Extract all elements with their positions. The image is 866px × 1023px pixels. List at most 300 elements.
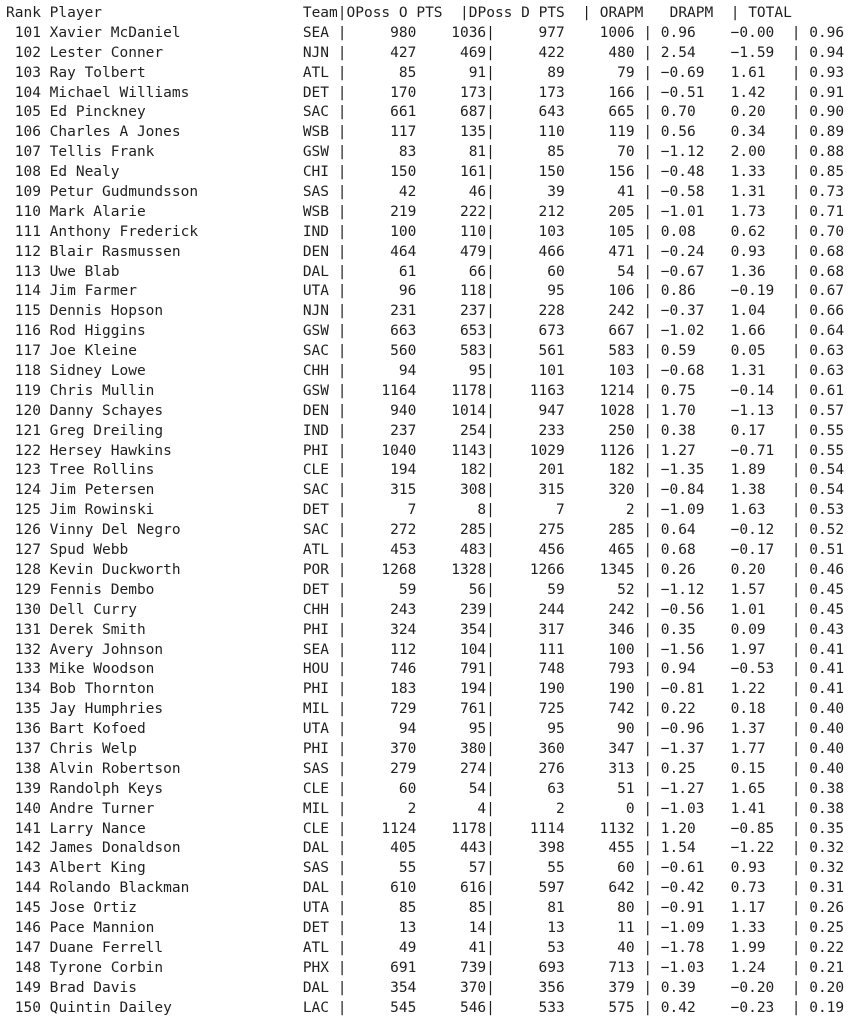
oposs-cell: 1268: [346, 561, 417, 578]
dposs-cell: 13: [494, 919, 565, 936]
dposs-cell: 201: [494, 462, 565, 479]
player-cell: Tyrone Corbin: [49, 959, 303, 976]
dposs-cell: 561: [494, 343, 565, 360]
dpts-cell: 100: [564, 641, 635, 658]
drapm-cell: 1.61: [730, 64, 792, 81]
table-row: 131 Derek Smith PHI | 324 354| 317 346 | 0.35 0.09 | 0.43: [6, 621, 845, 638]
rank-cell: 145: [6, 900, 41, 917]
drapm-cell: 1.97: [730, 641, 792, 658]
team-cell: DAL: [302, 840, 338, 857]
orapm-cell: 0.94: [660, 661, 731, 678]
opts-cell: 66: [416, 263, 487, 280]
orapm-cell: −1.37: [660, 740, 731, 757]
oposs-cell: 85: [346, 900, 417, 917]
table-row: 104 Michael Williams DET | 170 173| 173 166 | −0.51 1.42 | 0.91: [6, 84, 845, 101]
oposs-cell: 610: [346, 880, 417, 897]
dpts-cell: 480: [564, 44, 635, 61]
oposs-cell: 354: [346, 979, 417, 996]
rank-cell: 114: [6, 283, 41, 300]
table-row: 146 Pace Mannion DET | 13 14| 13 11 | −1.09 1.33 | 0.25: [6, 919, 845, 936]
drapm-cell: −1.13: [730, 402, 792, 419]
rank-cell: 138: [6, 760, 41, 777]
team-cell: POR: [302, 561, 338, 578]
drapm-cell: −1.59: [730, 44, 792, 61]
oposs-cell: 183: [346, 681, 417, 698]
opts-cell: 194: [416, 681, 487, 698]
opts-cell: 41: [416, 939, 487, 956]
dposs-cell: 103: [494, 223, 565, 240]
team-cell: ATL: [302, 939, 338, 956]
rank-cell: 132: [6, 641, 41, 658]
opts-cell: 739: [416, 959, 487, 976]
total-cell: 0.73: [809, 184, 845, 201]
opts-cell: 14: [416, 919, 487, 936]
dpts-cell: 583: [564, 343, 635, 360]
dposs-cell: 173: [494, 84, 565, 101]
rank-cell: 133: [6, 661, 41, 678]
rank-cell: 119: [6, 382, 41, 399]
dpts-cell: 54: [564, 263, 635, 280]
opts-cell: 653: [416, 323, 487, 340]
opts-cell: 1178: [416, 382, 487, 399]
oposs-cell: 427: [346, 44, 417, 61]
player-cell: Ed Nealy: [49, 164, 303, 181]
total-cell: 0.96: [809, 24, 845, 41]
oposs-cell: 100: [346, 223, 417, 240]
orapm-cell: 1.54: [660, 840, 731, 857]
oposs-cell: 272: [346, 522, 417, 539]
dposs-cell: 360: [494, 740, 565, 757]
dpts-cell: 575: [564, 999, 635, 1016]
player-cell: Chris Welp: [49, 740, 303, 757]
dposs-cell: 2: [494, 800, 565, 817]
oposs-cell: 940: [346, 402, 417, 419]
player-cell: Greg Dreiling: [49, 422, 303, 439]
dposs-cell: 110: [494, 124, 565, 141]
orapm-cell: 1.27: [660, 442, 731, 459]
drapm-cell: 1.37: [730, 721, 792, 738]
table-row: 103 Ray Tolbert ATL | 85 91| 89 79 | −0.69 1.61 | 0.93: [6, 64, 845, 81]
team-cell: SAC: [302, 104, 338, 121]
drapm-cell: 0.09: [730, 621, 792, 638]
team-cell: CLE: [302, 780, 338, 797]
drapm-cell: 0.05: [730, 343, 792, 360]
total-cell: 0.71: [809, 203, 845, 220]
rank-cell: 148: [6, 959, 41, 976]
drapm-cell: −0.85: [730, 820, 792, 837]
table-row: 101 Xavier McDaniel SEA | 980 1036| 977 1006 | 0.96 −0.00 | 0.96: [6, 24, 845, 41]
player-cell: Fennis Dembo: [49, 581, 303, 598]
table-row: 125 Jim Rowinski DET | 7 8| 7 2 | −1.09 1.63 | 0.53: [6, 502, 845, 519]
table-row: 129 Fennis Dembo DET | 59 56| 59 52 | −1.12 1.57 | 0.45: [6, 581, 845, 598]
drapm-cell: 1.77: [730, 740, 792, 757]
drapm-cell: 1.17: [730, 900, 792, 917]
team-cell: CLE: [302, 820, 338, 837]
orapm-cell: −1.03: [660, 959, 731, 976]
rank-cell: 144: [6, 880, 41, 897]
player-cell: Andre Turner: [49, 800, 303, 817]
dpts-cell: 665: [564, 104, 635, 121]
table-row: 108 Ed Nealy CHI | 150 161| 150 156 | −0.48 1.33 | 0.85: [6, 164, 845, 181]
team-cell: SAC: [302, 482, 338, 499]
orapm-cell: 0.22: [660, 701, 731, 718]
total-cell: 0.63: [809, 363, 845, 380]
player-cell: Rolando Blackman: [49, 880, 303, 897]
dposs-cell: 977: [494, 24, 565, 41]
team-cell: ATL: [302, 542, 338, 559]
total-cell: 0.41: [809, 681, 845, 698]
total-cell: 0.21: [809, 959, 845, 976]
orapm-cell: −1.56: [660, 641, 731, 658]
orapm-cell: −1.09: [660, 502, 731, 519]
rank-cell: 123: [6, 462, 41, 479]
oposs-cell: 150: [346, 164, 417, 181]
player-cell: Pace Mannion: [49, 919, 303, 936]
orapm-cell: −1.35: [660, 462, 731, 479]
team-cell: PHI: [302, 442, 338, 459]
opts-cell: 761: [416, 701, 487, 718]
rank-cell: 102: [6, 44, 41, 61]
drapm-cell: 0.15: [730, 760, 792, 777]
dpts-cell: 106: [564, 283, 635, 300]
drapm-cell: 1.36: [730, 263, 792, 280]
team-cell: PHI: [302, 621, 338, 638]
total-cell: 0.91: [809, 84, 845, 101]
player-cell: Sidney Lowe: [49, 363, 303, 380]
oposs-cell: 279: [346, 760, 417, 777]
team-cell: CHH: [302, 601, 338, 618]
dpts-cell: 242: [564, 303, 635, 320]
team-cell: DEN: [302, 402, 338, 419]
drapm-cell: 0.93: [730, 243, 792, 260]
opts-cell: 380: [416, 740, 487, 757]
dpts-cell: 205: [564, 203, 635, 220]
total-cell: 0.55: [809, 422, 845, 439]
player-cell: Larry Nance: [49, 820, 303, 837]
drapm-cell: 1.24: [730, 959, 792, 976]
dposs-cell: 1266: [494, 561, 565, 578]
rank-cell: 128: [6, 561, 41, 578]
player-cell: Chris Mullin: [49, 382, 303, 399]
orapm-cell: 0.39: [660, 979, 731, 996]
opts-cell: 91: [416, 64, 487, 81]
dposs-cell: 212: [494, 203, 565, 220]
oposs-cell: 243: [346, 601, 417, 618]
dposs-cell: 422: [494, 44, 565, 61]
total-cell: 0.53: [809, 502, 845, 519]
drapm-cell: 0.18: [730, 701, 792, 718]
player-cell: Kevin Duckworth: [49, 561, 303, 578]
player-cell: Rod Higgins: [49, 323, 303, 340]
drapm-cell: −0.53: [730, 661, 792, 678]
dposs-cell: 275: [494, 522, 565, 539]
opts-cell: 4: [416, 800, 487, 817]
table-row: 138 Alvin Robertson SAS | 279 274| 276 313 | 0.25 0.15 | 0.40: [6, 760, 845, 777]
table-row: 123 Tree Rollins CLE | 194 182| 201 182 | −1.35 1.89 | 0.54: [6, 462, 845, 479]
opts-cell: 583: [416, 343, 487, 360]
drapm-cell: −0.71: [730, 442, 792, 459]
total-cell: 0.38: [809, 800, 845, 817]
orapm-cell: 2.54: [660, 44, 731, 61]
oposs-cell: 83: [346, 144, 417, 161]
total-cell: 0.93: [809, 64, 845, 81]
opts-cell: 285: [416, 522, 487, 539]
dposs-cell: 101: [494, 363, 565, 380]
oposs-cell: 49: [346, 939, 417, 956]
total-cell: 0.19: [809, 999, 845, 1016]
team-cell: HOU: [302, 661, 338, 678]
team-cell: DEN: [302, 243, 338, 260]
total-cell: 0.63: [809, 343, 845, 360]
drapm-cell: −0.17: [730, 542, 792, 559]
drapm-cell: 0.20: [730, 104, 792, 121]
dposs-cell: 53: [494, 939, 565, 956]
drapm-cell: 1.33: [730, 919, 792, 936]
player-cell: Mike Woodson: [49, 661, 303, 678]
orapm-cell: 0.25: [660, 760, 731, 777]
header-orapm: ORAPM: [599, 5, 644, 21]
dpts-cell: 379: [564, 979, 635, 996]
rank-cell: 143: [6, 860, 41, 877]
orapm-cell: −0.51: [660, 84, 731, 101]
total-cell: 0.26: [809, 900, 845, 917]
total-cell: 0.41: [809, 641, 845, 658]
player-cell: Jim Petersen: [49, 482, 303, 499]
oposs-cell: 980: [346, 24, 417, 41]
oposs-cell: 1040: [346, 442, 417, 459]
dpts-cell: 1132: [564, 820, 635, 837]
team-cell: MIL: [302, 800, 338, 817]
oposs-cell: 545: [346, 999, 417, 1016]
oposs-cell: 1164: [346, 382, 417, 399]
table-row: 114 Jim Farmer UTA | 96 118| 95 106 | 0.86 −0.19 | 0.67: [6, 283, 845, 300]
opts-cell: 8: [416, 502, 487, 519]
rank-cell: 111: [6, 223, 41, 240]
player-cell: Tellis Frank: [49, 144, 303, 161]
table-row: 130 Dell Curry CHH | 243 239| 244 242 | −0.56 1.01 | 0.45: [6, 601, 845, 618]
team-cell: NJN: [302, 303, 338, 320]
header-drapm: DRAPM: [669, 5, 714, 21]
opts-cell: 118: [416, 283, 487, 300]
player-cell: Brad Davis: [49, 979, 303, 996]
dposs-cell: 95: [494, 721, 565, 738]
team-cell: SAS: [302, 860, 338, 877]
oposs-cell: 453: [346, 542, 417, 559]
total-cell: 0.25: [809, 919, 845, 936]
rank-cell: 124: [6, 482, 41, 499]
table-row: 140 Andre Turner MIL | 2 4| 2 0 | −1.03 1.41 | 0.38: [6, 800, 845, 817]
team-cell: UTA: [302, 900, 338, 917]
dpts-cell: 190: [564, 681, 635, 698]
opts-cell: 483: [416, 542, 487, 559]
drapm-cell: 1.63: [730, 502, 792, 519]
dposs-cell: 456: [494, 542, 565, 559]
opts-cell: 791: [416, 661, 487, 678]
dposs-cell: 1114: [494, 820, 565, 837]
oposs-cell: 370: [346, 740, 417, 757]
oposs-cell: 7: [346, 502, 417, 519]
dposs-cell: 673: [494, 323, 565, 340]
rank-cell: 120: [6, 402, 41, 419]
total-cell: 0.57: [809, 402, 845, 419]
team-cell: CHI: [302, 164, 338, 181]
team-cell: SEA: [302, 24, 338, 41]
orapm-cell: −1.78: [660, 939, 731, 956]
opts-cell: 135: [416, 124, 487, 141]
drapm-cell: 0.73: [730, 880, 792, 897]
team-cell: PHI: [302, 681, 338, 698]
table-row: 143 Albert King SAS | 55 57| 55 60 | −0.61 0.93 | 0.32: [6, 860, 845, 877]
rank-cell: 135: [6, 701, 41, 718]
dposs-cell: 55: [494, 860, 565, 877]
total-cell: 0.45: [809, 581, 845, 598]
opts-cell: 1328: [416, 561, 487, 578]
orapm-cell: −1.01: [660, 203, 731, 220]
player-cell: Derek Smith: [49, 621, 303, 638]
rank-cell: 131: [6, 621, 41, 638]
dposs-cell: 111: [494, 641, 565, 658]
opts-cell: 1014: [416, 402, 487, 419]
orapm-cell: 0.70: [660, 104, 731, 121]
total-cell: 0.55: [809, 442, 845, 459]
total-cell: 0.52: [809, 522, 845, 539]
orapm-cell: 0.56: [660, 124, 731, 141]
player-cell: Spud Webb: [49, 542, 303, 559]
player-cell: Uwe Blab: [49, 263, 303, 280]
oposs-cell: 1124: [346, 820, 417, 837]
total-cell: 0.88: [809, 144, 845, 161]
oposs-cell: 42: [346, 184, 417, 201]
dpts-cell: 455: [564, 840, 635, 857]
opts-cell: 173: [416, 84, 487, 101]
team-cell: PHX: [302, 959, 338, 976]
team-cell: WSB: [302, 124, 338, 141]
opts-cell: 354: [416, 621, 487, 638]
table-row: 144 Rolando Blackman DAL | 610 616| 597 642 | −0.42 0.73 | 0.31: [6, 880, 845, 897]
oposs-cell: 324: [346, 621, 417, 638]
table-row: 121 Greg Dreiling IND | 237 254| 233 250 | 0.38 0.17 | 0.55: [6, 422, 845, 439]
team-cell: IND: [302, 223, 338, 240]
table-row: 112 Blair Rasmussen DEN | 464 479| 466 471 | −0.24 0.93 | 0.68: [6, 243, 845, 260]
player-cell: Vinny Del Negro: [49, 522, 303, 539]
dpts-cell: 1126: [564, 442, 635, 459]
orapm-cell: −0.48: [660, 164, 731, 181]
player-cell: Joe Kleine: [49, 343, 303, 360]
opts-cell: 469: [416, 44, 487, 61]
total-cell: 0.54: [809, 462, 845, 479]
header-team: Team: [302, 5, 338, 21]
opts-cell: 85: [416, 900, 487, 917]
opts-cell: 95: [416, 363, 487, 380]
table-row: 135 Jay Humphries MIL | 729 761| 725 742 | 0.22 0.18 | 0.40: [6, 701, 845, 718]
table-row: 141 Larry Nance CLE | 1124 1178| 1114 1132 | 1.20 −0.85 | 0.35: [6, 820, 845, 837]
drapm-cell: 1.99: [730, 939, 792, 956]
rank-cell: 139: [6, 780, 41, 797]
header-dposs: DPoss: [468, 5, 513, 21]
dpts-cell: 465: [564, 542, 635, 559]
orapm-cell: −0.58: [660, 184, 731, 201]
oposs-cell: 55: [346, 860, 417, 877]
dpts-cell: 313: [564, 760, 635, 777]
table-row: 110 Mark Alarie WSB | 219 222| 212 205 | −1.01 1.73 | 0.71: [6, 203, 845, 220]
rank-cell: 146: [6, 919, 41, 936]
rank-cell: 103: [6, 64, 41, 81]
opts-cell: 1143: [416, 442, 487, 459]
dpts-cell: 667: [564, 323, 635, 340]
table-row: 107 Tellis Frank GSW | 83 81| 85 70 | −1.12 2.00 | 0.88: [6, 144, 845, 161]
orapm-cell: 0.68: [660, 542, 731, 559]
total-cell: 0.68: [809, 243, 845, 260]
header-oposs: OPoss: [346, 5, 391, 21]
drapm-cell: 1.66: [730, 323, 792, 340]
header-d-pts: D PTS: [521, 5, 565, 21]
total-cell: 0.70: [809, 223, 845, 240]
drapm-cell: 1.31: [730, 184, 792, 201]
dpts-cell: 1006: [564, 24, 635, 41]
team-cell: ATL: [302, 64, 338, 81]
drapm-cell: 0.17: [730, 422, 792, 439]
drapm-cell: −0.20: [730, 979, 792, 996]
opts-cell: 687: [416, 104, 487, 121]
drapm-cell: 1.73: [730, 203, 792, 220]
dpts-cell: 103: [564, 363, 635, 380]
orapm-cell: 0.96: [660, 24, 731, 41]
oposs-cell: 661: [346, 104, 417, 121]
total-cell: 0.40: [809, 721, 845, 738]
drapm-cell: 1.31: [730, 363, 792, 380]
rank-cell: 105: [6, 104, 41, 121]
total-cell: 0.67: [809, 283, 845, 300]
oposs-cell: 2: [346, 800, 417, 817]
rank-cell: 127: [6, 542, 41, 559]
player-cell: Blair Rasmussen: [49, 243, 303, 260]
total-cell: 0.22: [809, 939, 845, 956]
dposs-cell: 276: [494, 760, 565, 777]
opts-cell: 222: [416, 203, 487, 220]
table-row: 127 Spud Webb ATL | 453 483| 456 465 | 0.68 −0.17 | 0.51: [6, 542, 845, 559]
opts-cell: 308: [416, 482, 487, 499]
opts-cell: 370: [416, 979, 487, 996]
table-row: 132 Avery Johnson SEA | 112 104| 111 100 | −1.56 1.97 | 0.41: [6, 641, 845, 658]
oposs-cell: 13: [346, 919, 417, 936]
player-cell: Xavier McDaniel: [49, 24, 303, 41]
team-cell: DET: [302, 502, 338, 519]
table-row: 147 Duane Ferrell ATL | 49 41| 53 40 | −1.78 1.99 | 0.22: [6, 939, 845, 956]
dposs-cell: 317: [494, 621, 565, 638]
header-rank: Rank: [6, 5, 41, 21]
oposs-cell: 231: [346, 303, 417, 320]
opts-cell: 443: [416, 840, 487, 857]
orapm-cell: −0.61: [660, 860, 731, 877]
player-cell: Jose Ortiz: [49, 900, 303, 917]
drapm-cell: 1.41: [730, 800, 792, 817]
dpts-cell: 250: [564, 422, 635, 439]
dposs-cell: 947: [494, 402, 565, 419]
player-cell: Avery Johnson: [49, 641, 303, 658]
table-row: 106 Charles A Jones WSB | 117 135| 110 119 | 0.56 0.34 | 0.89: [6, 124, 845, 141]
table-row: 148 Tyrone Corbin PHX | 691 739| 693 713 | −1.03 1.24 | 0.21: [6, 959, 845, 976]
team-cell: IND: [302, 422, 338, 439]
table-row: 115 Dennis Hopson NJN | 231 237| 228 242 | −0.37 1.04 | 0.66: [6, 303, 845, 320]
dpts-cell: 742: [564, 701, 635, 718]
table-row: 113 Uwe Blab DAL | 61 66| 60 54 | −0.67 1.36 | 0.68: [6, 263, 845, 280]
rank-cell: 140: [6, 800, 41, 817]
dpts-cell: 242: [564, 601, 635, 618]
rank-cell: 150: [6, 999, 41, 1016]
orapm-cell: −1.09: [660, 919, 731, 936]
team-cell: PHI: [302, 740, 338, 757]
oposs-cell: 237: [346, 422, 417, 439]
